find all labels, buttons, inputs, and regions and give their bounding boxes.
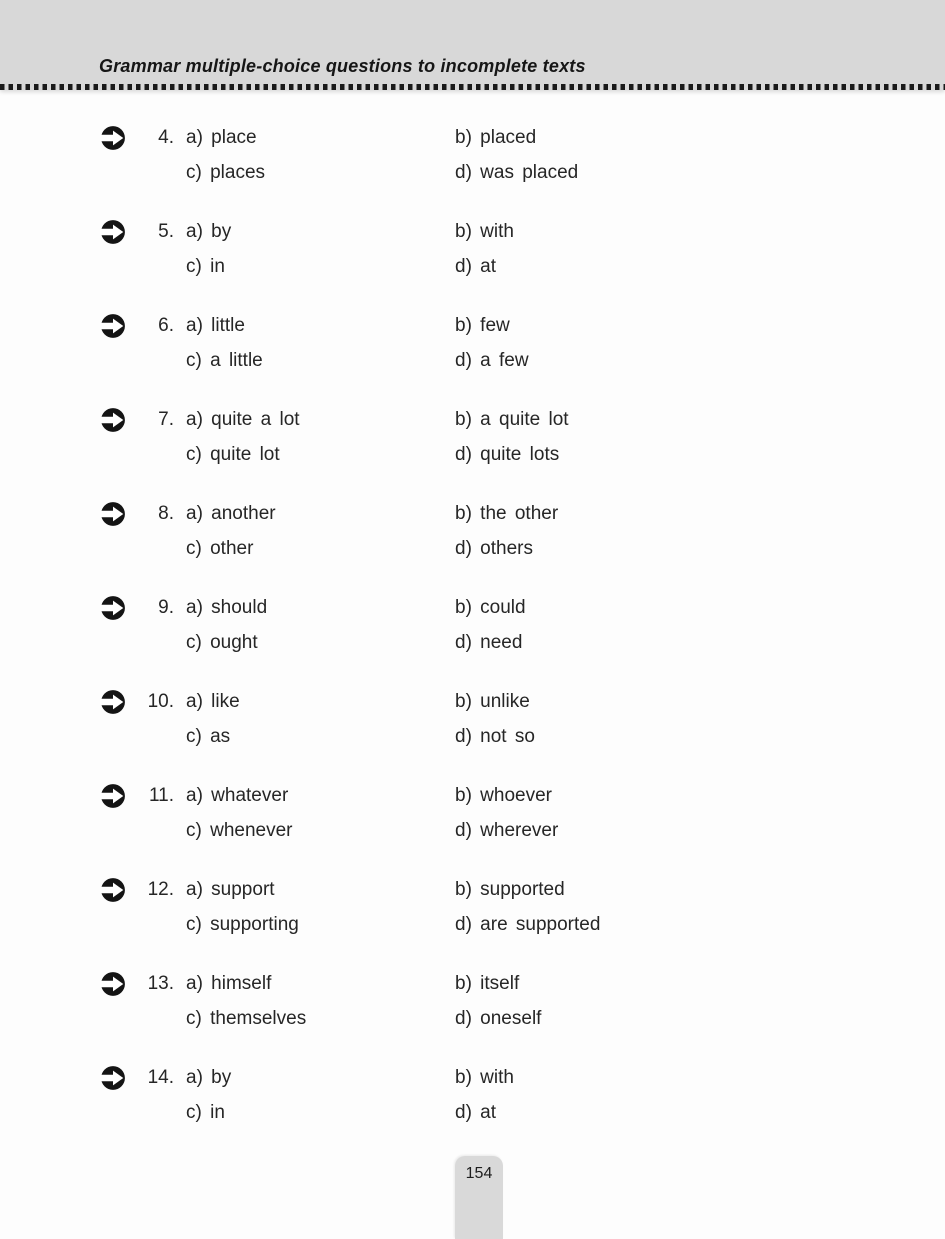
question-number: 7. <box>158 408 174 430</box>
option-c: c) quite lot <box>186 443 280 465</box>
option-c: c) a little <box>186 349 263 371</box>
option-c: c) supporting <box>186 913 299 935</box>
option-a: a) little <box>186 314 245 336</box>
option-c: c) other <box>186 537 254 559</box>
circled-right-arrow-icon <box>100 689 126 715</box>
option-d: d) wherever <box>455 819 559 841</box>
option-a: a) place <box>186 126 257 148</box>
question-number: 9. <box>158 596 174 618</box>
question-number: 14. <box>147 1066 174 1088</box>
option-b: b) few <box>455 314 510 336</box>
question-row <box>100 214 945 284</box>
option-a: a) another <box>186 502 276 524</box>
option-b: b) placed <box>455 126 537 148</box>
dotted-divider <box>0 84 945 90</box>
question-row <box>100 590 945 660</box>
circled-right-arrow-icon <box>100 501 126 527</box>
question-row <box>100 966 945 1036</box>
circled-right-arrow-icon <box>100 313 126 339</box>
option-b: b) with <box>455 1066 514 1088</box>
circled-right-arrow-icon <box>100 877 126 903</box>
question-row <box>100 778 945 848</box>
question-number: 5. <box>158 220 174 242</box>
option-b: b) whoever <box>455 784 552 806</box>
option-c: c) places <box>186 161 266 183</box>
option-d: d) was placed <box>455 161 579 183</box>
option-a: a) quite a lot <box>186 408 300 430</box>
question-row <box>100 496 945 566</box>
option-a: a) like <box>186 690 240 712</box>
question-row <box>100 1060 945 1130</box>
question-row <box>100 872 945 942</box>
circled-right-arrow-icon <box>100 971 126 997</box>
question-number: 12. <box>147 878 174 900</box>
circled-right-arrow-icon <box>100 1065 126 1091</box>
option-b: b) the other <box>455 502 559 524</box>
circled-right-arrow-icon <box>100 407 126 433</box>
option-d: d) at <box>455 255 497 277</box>
circled-right-arrow-icon <box>100 219 126 245</box>
question-number: 11. <box>148 784 174 806</box>
question-number: 8. <box>158 502 174 524</box>
option-b: b) supported <box>455 878 565 900</box>
option-d: d) at <box>455 1101 497 1123</box>
option-a: a) support <box>186 878 275 900</box>
option-b: b) itself <box>455 972 520 994</box>
option-a: a) should <box>186 596 268 618</box>
circled-right-arrow-icon <box>100 595 126 621</box>
option-d: d) need <box>455 631 523 653</box>
page-title: Grammar multiple-choice questions to incomplete texts <box>99 56 586 76</box>
question-number: 6. <box>158 314 174 336</box>
option-d: d) a few <box>455 349 529 371</box>
option-d: d) oneself <box>455 1007 542 1029</box>
option-a: a) himself <box>186 972 272 994</box>
question-number: 13. <box>147 972 174 994</box>
question-number: 10. <box>147 690 174 712</box>
circled-right-arrow-icon <box>100 783 126 809</box>
question-row <box>100 684 945 754</box>
option-c: c) themselves <box>186 1007 307 1029</box>
option-b: b) could <box>455 596 526 618</box>
option-c: c) whenever <box>186 819 293 841</box>
option-c: c) in <box>186 1101 225 1123</box>
option-c: c) ought <box>186 631 258 653</box>
option-d: d) others <box>455 537 533 559</box>
option-b: b) with <box>455 220 514 242</box>
option-c: c) as <box>186 725 231 747</box>
option-b: b) unlike <box>455 690 530 712</box>
option-d: d) quite lots <box>455 443 560 465</box>
page-number: 154 <box>465 1165 493 1182</box>
page-header <box>0 0 945 90</box>
question-row <box>100 308 945 378</box>
page-number-tab <box>455 1156 503 1239</box>
question-row <box>100 402 945 472</box>
option-b: b) a quite lot <box>455 408 569 430</box>
option-d: d) not so <box>455 725 535 747</box>
question-row <box>100 120 945 190</box>
questions-list <box>0 93 945 1130</box>
circled-right-arrow-icon <box>100 125 126 151</box>
option-a: a) by <box>186 220 232 242</box>
option-a: a) by <box>186 1066 232 1088</box>
question-number: 4. <box>158 126 174 148</box>
option-d: d) are supported <box>455 913 601 935</box>
option-a: a) whatever <box>186 784 289 806</box>
option-c: c) in <box>186 255 225 277</box>
